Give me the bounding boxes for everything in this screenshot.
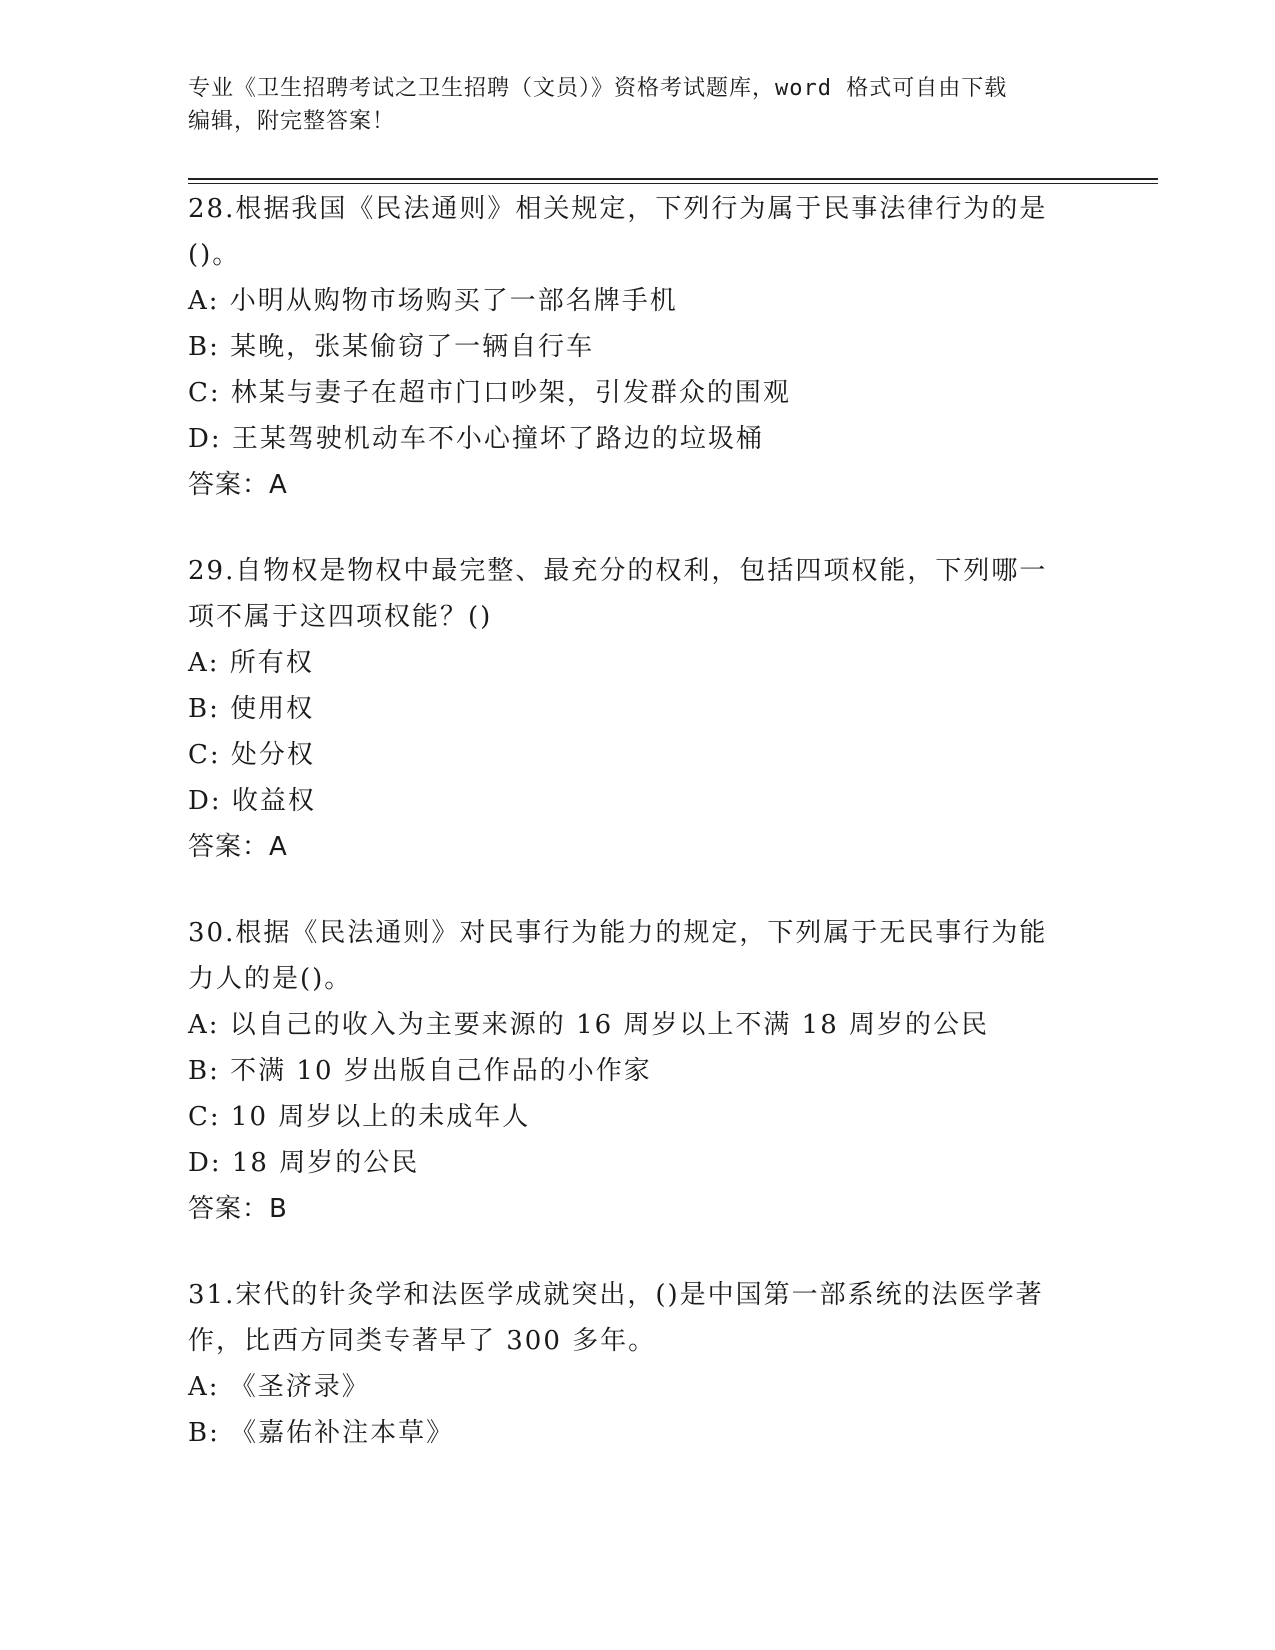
header-divider bbox=[188, 178, 1158, 180]
option-d: D: 王某驾驶机动车不小心撞坏了路边的垃圾桶 bbox=[188, 424, 764, 454]
question-stem-continued: 作，比西方同类专著早了 300 多年。 bbox=[188, 1326, 657, 1356]
question-stem-continued: 项不属于这四项权能？() bbox=[188, 602, 493, 632]
option-b: B: 使用权 bbox=[188, 694, 315, 724]
header-line-2: 编辑，附完整答案！ bbox=[188, 109, 396, 134]
question-stem: 30.根据《民法通则》对民事行为能力的规定，下列属于无民事行为能 bbox=[188, 918, 1048, 948]
option-a: A: 以自己的收入为主要来源的 16 周岁以上不满 18 周岁的公民 bbox=[188, 1010, 990, 1040]
question-stem: 29.自物权是物权中最完整、最充分的权利，包括四项权能，下列哪一 bbox=[188, 556, 1048, 586]
question-stem-continued: 力人的是()。 bbox=[188, 964, 353, 994]
option-a: A: 所有权 bbox=[188, 648, 314, 678]
option-a: A: 小明从购物市场购买了一部名牌手机 bbox=[188, 286, 678, 316]
option-c: C: 10 周岁以上的未成年人 bbox=[188, 1102, 531, 1132]
question-28 bbox=[188, 186, 1088, 508]
answer: 答案：B bbox=[188, 1194, 288, 1224]
question-30 bbox=[188, 910, 1088, 1232]
option-c: C: 林某与妻子在超市门口吵架，引发群众的围观 bbox=[188, 378, 791, 408]
option-a: A: 《圣济录》 bbox=[188, 1372, 370, 1402]
header-line-1: 专业《卫生招聘考试之卫生招聘（文员）》资格考试题库，word 格式可自由下载 bbox=[188, 76, 1008, 101]
option-b: B: 某晚，张某偷窃了一辆自行车 bbox=[188, 332, 595, 362]
answer: 答案：A bbox=[188, 470, 288, 500]
header-divider-thin bbox=[188, 183, 1158, 184]
question-stem-continued: ()。 bbox=[188, 240, 241, 270]
question-stem: 28.根据我国《民法通则》相关规定，下列行为属于民事法律行为的是 bbox=[188, 194, 1048, 224]
header-note bbox=[188, 72, 1068, 138]
question-stem: 31.宋代的针灸学和法医学成就突出，()是中国第一部系统的法医学著 bbox=[188, 1280, 1044, 1310]
question-31 bbox=[188, 1272, 1088, 1456]
option-d: D: 18 周岁的公民 bbox=[188, 1148, 420, 1178]
option-d: D: 收益权 bbox=[188, 786, 316, 816]
question-29 bbox=[188, 548, 1088, 870]
option-c: C: 处分权 bbox=[188, 740, 315, 770]
option-b: B: 不满 10 岁出版自己作品的小作家 bbox=[188, 1056, 652, 1086]
option-b: B: 《嘉佑补注本草》 bbox=[188, 1418, 455, 1448]
answer: 答案：A bbox=[188, 832, 288, 862]
